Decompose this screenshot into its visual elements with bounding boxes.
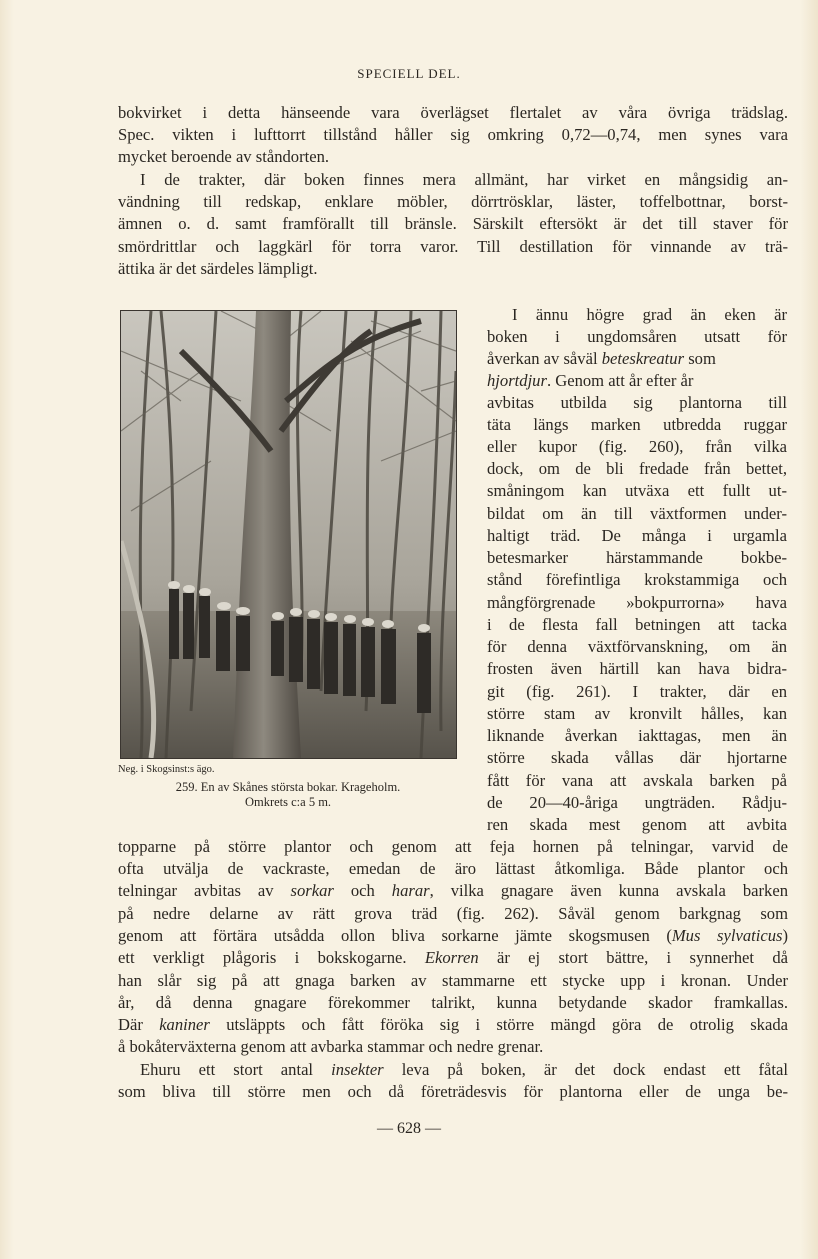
text-line: bokvirket i detta hänseende vara överlägset flertalet av våra övriga trädslag. [118,103,788,122]
text-line: Där kaniner utsläppts och fått föröka sig i större mängd göra de otrolig skada [118,1015,788,1034]
text-line: i de flesta fall betningen att tacka [487,615,787,634]
text-line: boken i ungdomsåren utsatt för [487,327,787,346]
text-line: smördrittlar och laggkärl för torra varor. Till destillation för vinnande av trä- [118,237,788,256]
text-line: dock, om de bli fredade från bettet, [487,459,787,478]
text-line: vändning till redskap, enklare möbler, dörrtrösklar, läster, toffelbottnar, borst- [118,192,788,211]
text-line: på nedre delarne av rätt grova träd (fig. 262). Såväl genom barkgnag som [118,904,788,923]
text-line: I de trakter, där boken finnes mera allmänt, har virket en mångsidig an- [140,170,788,189]
text-line: större skada vållas där hjortarne [487,748,787,767]
running-head: SPECIELL DEL. [357,66,461,81]
text-line: ofta utvälja de vackraste, emedan de äro lättast åtkomliga. Både plantor och [118,859,788,878]
text-line: för denna växtförvanskning, om än [487,637,787,656]
text-line: I ännu högre grad än eken är [512,305,787,324]
text-line: mångförgrenade »bokpurrorna» hava [487,593,787,612]
text-line: bildat om än till växtformen under- [487,504,787,523]
text-line: stånd förefintliga krokstammiga och [487,570,787,589]
text-line: å bokåterväxterna genom att avbarka stammar och nedre grenar. [118,1037,544,1056]
figure-photograph [120,310,457,759]
text-line: småningom kan utväxa ett fullt ut- [487,481,787,500]
text-line: större stam av kronvilt hålles, kan [487,704,787,723]
text-line: åverkan av såväl beteskreatur som [487,349,716,368]
text-line: haltigt träd. De många i urgamla [487,526,787,545]
text-line: täta längs marken utbredda ruggar [487,415,787,434]
text-line: år, då denna gnagare förekommer talrikt, kunna betydande skador framkallas. [118,993,788,1012]
text-line: ättika är det särdeles lämpligt. [118,259,318,278]
figure-caption-subline: Omkrets c:a 5 m. [244,795,332,809]
text-line: genom att förtära utsådda ollon bliva sorkarne jämte skogsmusen (Mus sylvaticus) [118,926,788,945]
figure-credit: Neg. i Skogsinst:s ägo. [118,764,215,775]
text-line: mycket beroende av ståndorten. [118,147,330,166]
text-line: ett verkligt plågoris i bokskogarne. Ekorren är ej stort bättre, i synnerhet då [118,948,788,967]
text-line: Ehuru ett stort antal insekter leva på boken, är det dock endast ett fåtal [140,1060,788,1079]
figure-caption: 259. En av Skånes största bokar. Krageholm. [175,780,401,794]
beech-forest-photo [121,311,456,758]
text-line: telningar avbitas av sorkar och harar, vilka gnagare även kunna avskala barken [118,881,788,900]
text-line: han slår sig på att gnaga barken av stammarne ett stycke upp i kronan. Under [118,971,788,990]
text-line: Spec. vikten i lufttorrt tillstånd håller sig omkring 0,72—0,74, men synes vara [118,125,788,144]
text-line: fått för vana att avskala barken på [487,771,787,790]
text-line: de 20—40-åriga ungträden. Rådju- [487,793,787,812]
text-line: topparne på större plantor och genom att feja hornen på telningar, varvid de [118,837,788,856]
text-line: hjortdjur. Genom att år efter år [487,371,694,390]
text-line: som bliva till större men och då företrädesvis för plantorna eller de unga be- [118,1082,788,1101]
page-number: — 628 — [377,1120,441,1137]
text-line: frosten även härtill kan hava bidra- [487,659,787,678]
text-line: git (fig. 261). I trakter, där en [487,682,787,701]
text-line: eller kupor (fig. 260), från vilka [487,437,787,456]
text-line: ämnen o. d. samt framförallt till bränsle. Särskilt eftersökt är det till staver för [118,214,788,233]
text-line: ren skada mest genom att avbita [487,815,787,834]
text-line: liknande åverkan iakttagas, men än [487,726,787,745]
text-line: betesmarker härstammande bokbe- [487,548,787,567]
text-line: avbitas utbilda sig plantorna till [487,393,787,412]
